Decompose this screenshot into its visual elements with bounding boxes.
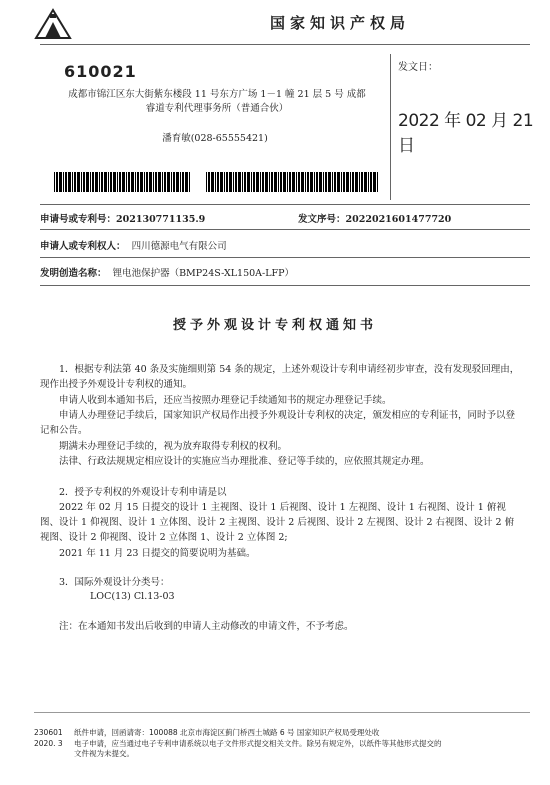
agency-name: 国家知识产权局 xyxy=(270,14,411,32)
barcode-bar xyxy=(81,172,82,192)
serial-number-label: 发文序号： xyxy=(298,214,346,225)
design-name-label: 发明创造名称： xyxy=(40,268,107,279)
barcode-bar xyxy=(280,172,282,192)
barcode-bar xyxy=(176,172,179,192)
field-rule-3 xyxy=(40,285,530,286)
barcode-bar xyxy=(274,172,277,192)
barcode-bar xyxy=(350,172,351,192)
barcode-bar xyxy=(54,172,55,192)
barcode-bar xyxy=(110,172,112,192)
address-divider xyxy=(390,54,391,200)
barcode-bar xyxy=(247,172,250,192)
paragraph-9: 3．国际外观设计分类号： xyxy=(59,577,170,588)
barcode-bar xyxy=(233,172,234,192)
barcode-bar xyxy=(319,172,322,192)
barcode-bar xyxy=(128,172,130,192)
cnipa-emblem-icon xyxy=(34,8,72,40)
barcode-bar xyxy=(135,172,136,192)
design-name: 锂电池保护器（BMP24S-XL150A-LFP） xyxy=(112,268,295,279)
barcode-bar xyxy=(337,172,340,192)
barcode-bar xyxy=(158,172,161,192)
barcode-bar xyxy=(296,172,297,192)
mailing-address xyxy=(58,88,376,116)
barcode-bar xyxy=(185,172,188,192)
barcode-bar xyxy=(65,172,67,192)
barcode-bar xyxy=(292,172,295,192)
barcode-bar xyxy=(215,172,216,192)
issue-date-label: 发文日： xyxy=(398,62,438,73)
barcode-bar xyxy=(153,172,154,192)
barcode-bar xyxy=(316,172,318,192)
address-line-2: 睿道专利代理事务所（普通合伙） xyxy=(145,103,289,114)
barcode-bar xyxy=(373,172,376,192)
serial-number-row xyxy=(298,211,451,225)
barcode-left xyxy=(54,172,194,192)
barcode-bar xyxy=(137,172,139,192)
barcode-bar xyxy=(301,172,304,192)
footer-line-3: 文件视为未提交。 xyxy=(74,749,134,758)
barcode-bar xyxy=(328,172,331,192)
barcode-bar xyxy=(162,172,163,192)
barcode-bar xyxy=(314,172,315,192)
applicant-name: 四川德源电气有限公司 xyxy=(131,241,227,252)
barcode-bar xyxy=(83,172,85,192)
barcode-bar xyxy=(208,172,210,192)
barcode-bar xyxy=(72,172,73,192)
footer-line-2: 电子申请，应当通过电子专利申请系统以电子文件形式提交相关文件。除另有规定外，以纸件等其他形式提交的 xyxy=(74,738,442,748)
barcode-bar xyxy=(171,172,172,192)
application-number: 202130771135.9 xyxy=(116,214,206,225)
barcode-bar xyxy=(352,172,354,192)
barcode-bar xyxy=(370,172,372,192)
barcode-bar xyxy=(341,172,342,192)
barcode-bar xyxy=(361,172,363,192)
barcode-bar xyxy=(108,172,109,192)
issue-date: 2022 年 02 月 21 日 xyxy=(398,111,534,156)
barcode-bar xyxy=(235,172,237,192)
barcode-bar xyxy=(265,172,268,192)
applicant-label: 申请人或专利权人： xyxy=(40,241,126,252)
application-number-row xyxy=(40,211,205,225)
barcode-bar xyxy=(180,172,181,192)
paragraph-5: 法律、行政法规规定相应设计的实施应当办理批准、登记等手续的，应依照其规定办理。 xyxy=(59,456,430,467)
address-line-1: 成都市锦江区东大街紫东楼段 11 号东方广场 1－1 幢 21 层 5 号 成都 xyxy=(68,89,366,100)
barcode-bar xyxy=(238,172,241,192)
barcode-bar xyxy=(220,172,223,192)
barcode-bar xyxy=(126,172,127,192)
barcode-bar xyxy=(364,172,367,192)
barcode-bar xyxy=(323,172,324,192)
barcode-bar xyxy=(278,172,279,192)
barcode-bar xyxy=(74,172,76,192)
barcode-bar xyxy=(305,172,306,192)
barcode-bar xyxy=(77,172,80,192)
loc-classification: LOC(13) Cl.13-03 xyxy=(90,591,175,602)
postcode: 610021 xyxy=(64,62,137,81)
barcode-bar xyxy=(224,172,225,192)
barcode-bar xyxy=(260,172,261,192)
barcode-bar xyxy=(229,172,232,192)
barcode-bar xyxy=(343,172,345,192)
paragraph-2: 申请人收到本通知书后，还应当按照办理登记手续通知书的规定办理登记手续。 xyxy=(59,395,392,406)
barcode-bar xyxy=(244,172,246,192)
note-paragraph: 注：在本通知书发出后收到的申请人主动修改的申请文件，不予考虑。 xyxy=(59,621,354,632)
paragraph-7: 2022 年 02 月 15 日提交的设计 1 主视图、设计 1 后视图、设计 1 左视图、设计 1 右视图、设计 1 俯视图、设计 1 仰视图、设计 1 立体图、设计 2 主视图、设计 2 后视图、设计 2 左视图、设计 2 右视图、设计 2 俯视图、设计 2 仰视图、设计 2 立体图 1、设计 2 立体图 2; xyxy=(40,502,515,543)
header-rule xyxy=(40,44,530,45)
barcode-bar xyxy=(68,172,71,192)
barcode-bar xyxy=(140,172,143,192)
notice-title: 授予外观设计专利权通知书 xyxy=(172,318,377,333)
barcode-bar xyxy=(287,172,288,192)
paragraph-1: 1．根据专利法第 40 条及实施细则第 54 条的规定，上述外观设计专利申请经初步审查，没有发现驳回理由，现作出授予外观设计专利权的通知。 xyxy=(40,364,520,390)
application-number-label: 申请号或专利号： xyxy=(40,214,117,225)
barcode-bar xyxy=(56,172,58,192)
paragraph-6: 2．授予专利权的外观设计专利申请是以 xyxy=(59,487,227,498)
barcode-bar xyxy=(307,172,309,192)
barcode-bar xyxy=(182,172,184,192)
applicant-row xyxy=(40,238,227,252)
barcode-bar xyxy=(92,172,94,192)
barcode-bar xyxy=(122,172,125,192)
form-code: 230601 xyxy=(34,728,63,737)
footer-instructions xyxy=(74,728,534,760)
footer-rule xyxy=(34,712,530,713)
barcode-bar xyxy=(131,172,134,192)
barcode-bar xyxy=(95,172,98,192)
barcode-bar xyxy=(59,172,62,192)
barcode-bar xyxy=(377,172,378,192)
barcode-bar xyxy=(144,172,145,192)
form-version: 2020. 3 xyxy=(34,739,63,748)
barcode-bar xyxy=(164,172,166,192)
barcode-bar xyxy=(63,172,64,192)
barcode-right xyxy=(206,172,382,192)
barcode-bar xyxy=(368,172,369,192)
paragraph-3: 申请人办理登记手续后，国家知识产权局作出授予外观设计专利权的决定，颁发相应的专利证书，同时予以登记和公告。 xyxy=(40,410,516,436)
paragraph-8: 2021 年 11 月 23 日提交的简要说明为基础。 xyxy=(59,548,256,559)
barcode-bar xyxy=(242,172,243,192)
field-rule-1 xyxy=(40,229,530,230)
barcode-bar xyxy=(149,172,152,192)
serial-number: 2022021601477720 xyxy=(345,214,452,225)
barcode-bar xyxy=(283,172,286,192)
barcode-bar xyxy=(119,172,121,192)
barcode-bar xyxy=(101,172,103,192)
barcode-bar xyxy=(86,172,89,192)
address-bottom-rule xyxy=(40,204,530,205)
barcode-bar xyxy=(189,172,190,192)
contact-person: 潘育敏(028-65555421) xyxy=(162,133,268,144)
barcode-bar xyxy=(99,172,100,192)
barcode-bar xyxy=(298,172,300,192)
barcode-bar xyxy=(251,172,252,192)
barcode-bar xyxy=(211,172,214,192)
barcode-bar xyxy=(173,172,175,192)
barcode-bar xyxy=(104,172,107,192)
barcode-bar xyxy=(113,172,116,192)
footer-line-1: 纸件申请，回函请寄：100088 北京市海淀区蓟门桥西土城路 6 号 国家知识产权局受理处收 xyxy=(74,728,380,737)
barcode-bar xyxy=(146,172,148,192)
barcode-bar xyxy=(271,172,273,192)
barcode-bar xyxy=(167,172,170,192)
barcode-bar xyxy=(346,172,349,192)
barcode-bar xyxy=(334,172,336,192)
barcode-bar xyxy=(359,172,360,192)
barcode-bar xyxy=(206,172,207,192)
barcode-bar xyxy=(226,172,228,192)
barcode-bar xyxy=(253,172,255,192)
barcode-bar xyxy=(355,172,358,192)
barcode-bar xyxy=(310,172,313,192)
barcode-bar xyxy=(269,172,270,192)
barcode-bar xyxy=(217,172,219,192)
barcode-bar xyxy=(155,172,157,192)
barcode-bar xyxy=(90,172,91,192)
barcode-bar xyxy=(289,172,291,192)
barcode-bar xyxy=(117,172,118,192)
barcode-bar xyxy=(256,172,259,192)
barcode-bar xyxy=(262,172,264,192)
paragraph-4: 期满未办理登记手续的，视为放弃取得专利权的权利。 xyxy=(59,441,288,452)
barcode-bar xyxy=(325,172,327,192)
design-name-row xyxy=(40,265,294,279)
field-rule-2 xyxy=(40,257,530,258)
barcode-bar xyxy=(332,172,333,192)
